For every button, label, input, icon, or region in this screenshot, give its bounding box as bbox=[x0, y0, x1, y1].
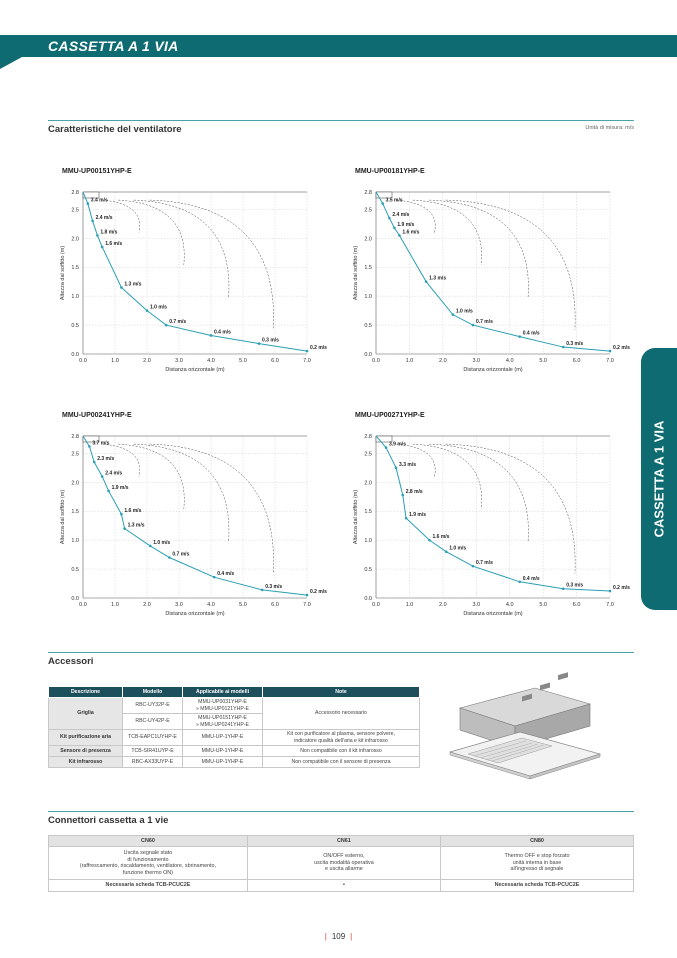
y-tick-label: 0.5 bbox=[71, 567, 79, 574]
y-tick-label: 0.5 bbox=[364, 323, 372, 330]
cn60-line: Uscita segnale stato bbox=[123, 850, 173, 856]
chart-title-1: MMU-UP00151YHP-E bbox=[62, 168, 132, 175]
row-applicable bbox=[183, 698, 263, 714]
data-label: 0.3 m/s bbox=[265, 583, 283, 590]
x-tick-label: 4.0 bbox=[505, 358, 514, 364]
data-label: 0.4 m/s bbox=[214, 329, 231, 336]
row-description: Sensore di presenza bbox=[49, 746, 123, 757]
data-point bbox=[101, 475, 104, 478]
x-tick-label: 4.0 bbox=[505, 602, 514, 608]
x-tick-label: 1.0 bbox=[111, 602, 119, 608]
x-axis-label: Distanza orizzontale (m) bbox=[463, 611, 523, 617]
row-description: Kit purificazione aria bbox=[49, 730, 123, 746]
data-label: 1.0 m/s bbox=[449, 545, 467, 552]
data-point bbox=[518, 581, 521, 584]
cn61-requirement: • bbox=[247, 880, 440, 892]
page-number bbox=[0, 932, 677, 941]
y-tick-label: 2.0 bbox=[364, 480, 372, 487]
data-label: 0.7 m/s bbox=[169, 319, 187, 326]
data-label: 2.8 m/s bbox=[405, 489, 423, 496]
data-point bbox=[101, 246, 104, 249]
cn60-requirement: Necessaria scheda TCB-PCUC2E bbox=[49, 880, 248, 892]
cn80-description bbox=[440, 847, 633, 880]
data-point bbox=[518, 335, 521, 338]
y-tick-label: 2.0 bbox=[71, 480, 79, 487]
connectors-table bbox=[48, 835, 634, 892]
data-label: 1.6 m/s bbox=[105, 240, 123, 247]
y-tick-label: 2.5 bbox=[364, 451, 372, 458]
y-tick-label: 2.8 bbox=[71, 190, 79, 196]
x-tick-label: 4.0 bbox=[207, 358, 215, 364]
data-label: 1.9 m/s bbox=[409, 512, 427, 519]
row-model: RBC-AX33UYP-E bbox=[123, 757, 183, 768]
data-point bbox=[306, 594, 309, 597]
data-label: 2.4 m/s bbox=[105, 470, 123, 477]
x-tick-label: 6.0 bbox=[572, 358, 581, 364]
data-point bbox=[385, 446, 388, 449]
cn80-line: Thermo OFF e stop forzato bbox=[504, 853, 570, 860]
x-tick-label: 1.0 bbox=[405, 358, 414, 364]
cassette-unit-image bbox=[440, 680, 610, 790]
data-label: 0.4 m/s bbox=[217, 571, 235, 578]
data-point bbox=[165, 324, 168, 327]
data-point bbox=[213, 576, 216, 579]
data-point bbox=[388, 217, 391, 220]
table-row bbox=[49, 730, 420, 746]
x-tick-label: 0.0 bbox=[372, 358, 380, 364]
row-note: Non compatibile con il sensore di presenza bbox=[263, 757, 420, 768]
chart-3 bbox=[55, 426, 325, 624]
data-label: 0.4 m/s bbox=[522, 575, 540, 582]
x-tick-label: 2.0 bbox=[439, 358, 447, 364]
note-line: indicatore qualità dell'aria e kit infrarosso bbox=[294, 737, 388, 744]
isovelocity-curve bbox=[134, 444, 229, 541]
data-point bbox=[395, 467, 398, 470]
chart-1 bbox=[55, 182, 325, 380]
y-tick-label: 2.0 bbox=[71, 236, 79, 243]
data-label: 2.3 m/s bbox=[97, 456, 115, 463]
y-tick-label: 1.0 bbox=[71, 538, 79, 545]
x-tick-label: 2.0 bbox=[439, 602, 447, 608]
page-number-value: 109 bbox=[331, 932, 346, 941]
data-point bbox=[168, 556, 171, 559]
applicable-line: » MMU-UP0121YHP-E bbox=[195, 705, 250, 712]
y-tick-label: 2.0 bbox=[364, 236, 372, 243]
x-tick-label: 0.0 bbox=[372, 602, 380, 608]
y-tick-label: 0.0 bbox=[71, 596, 79, 602]
data-label: 0.2 m/s bbox=[310, 589, 327, 596]
cn60-line: (raffrescamento, riscaldamento, ventilatore, sbrinamento, bbox=[79, 863, 217, 870]
y-tick-label: 2.5 bbox=[71, 207, 79, 214]
y-axis-label: Altezza dal soffitto (m) bbox=[60, 245, 66, 301]
accessories-title: Accessori bbox=[48, 656, 94, 667]
applicable-line: MMU-UP0031YHP-E bbox=[198, 699, 247, 705]
x-tick-label: 0.0 bbox=[79, 602, 87, 608]
x-tick-label: 7.0 bbox=[303, 602, 311, 608]
y-axis-label: Altezza dal soffitto (m) bbox=[60, 489, 66, 545]
cn60-description bbox=[49, 847, 248, 880]
column-header: CN61 bbox=[247, 836, 440, 847]
cn61-line: uscita modalità operativa bbox=[314, 859, 374, 866]
page-number-divider: | bbox=[350, 932, 353, 941]
data-label: 3.7 m/s bbox=[92, 440, 110, 447]
fan-section-header bbox=[48, 120, 634, 135]
x-tick-label: 6.0 bbox=[271, 358, 279, 364]
row-model: RBC-UY32P-E bbox=[123, 698, 183, 714]
data-label: 1.9 m/s bbox=[111, 484, 129, 491]
x-axis-label: Distanza orizzontale (m) bbox=[165, 611, 225, 617]
x-tick-label: 1.0 bbox=[405, 602, 414, 608]
page-title: CASSETTA A 1 VIA bbox=[48, 38, 179, 54]
y-tick-label: 1.5 bbox=[364, 265, 372, 272]
x-tick-label: 5.0 bbox=[239, 358, 247, 364]
isovelocity-curve bbox=[396, 444, 435, 476]
x-tick-label: 6.0 bbox=[572, 602, 581, 608]
data-label: 0.7 m/s bbox=[172, 551, 190, 558]
row-model: TCB-SIR41UYP-E bbox=[123, 746, 183, 757]
y-tick-label: 0.5 bbox=[71, 323, 79, 330]
y-tick-label: 0.0 bbox=[71, 352, 79, 358]
data-label: 3.4 m/s bbox=[90, 197, 108, 204]
side-tab-label: CASSETTA A 1 VIA bbox=[651, 420, 667, 538]
row-note: Accessorio necessario bbox=[263, 698, 420, 730]
chart-title-3: MMU-UP00241YHP-E bbox=[62, 412, 132, 419]
data-point bbox=[88, 445, 91, 448]
chart-2 bbox=[348, 182, 628, 380]
isovelocity-curve bbox=[413, 444, 482, 509]
y-axis-label: Altezza dal soffitto (m) bbox=[353, 245, 359, 301]
x-tick-label: 7.0 bbox=[606, 602, 614, 608]
chart-title-2: MMU-UP00181YHP-E bbox=[355, 168, 425, 175]
data-point bbox=[452, 313, 455, 316]
header-bar-tail bbox=[0, 57, 22, 69]
x-tick-label: 3.0 bbox=[472, 358, 481, 364]
column-header: Applicabile ai modelli bbox=[183, 687, 263, 698]
data-point bbox=[472, 324, 475, 327]
table-header-row bbox=[49, 836, 634, 847]
x-tick-label: 7.0 bbox=[606, 358, 614, 364]
table-header-row bbox=[49, 687, 420, 698]
y-tick-label: 0.0 bbox=[364, 352, 372, 358]
y-axis-label: Altezza dal soffitto (m) bbox=[353, 489, 359, 545]
table-row bbox=[49, 880, 634, 892]
data-label: 1.3 m/s bbox=[124, 281, 142, 288]
accessories-section-header bbox=[48, 652, 634, 667]
y-tick-label: 1.5 bbox=[71, 265, 79, 272]
column-header: Note bbox=[263, 687, 420, 698]
data-label: 1.0 m/s bbox=[455, 308, 473, 315]
data-label: 1.6 m/s bbox=[402, 229, 420, 236]
data-point bbox=[609, 590, 612, 593]
data-label: 0.2 m/s bbox=[613, 345, 630, 352]
x-tick-label: 3.0 bbox=[175, 358, 183, 364]
x-tick-label: 5.0 bbox=[539, 358, 547, 364]
data-point bbox=[472, 565, 475, 568]
y-tick-label: 1.0 bbox=[364, 538, 372, 545]
data-label: 0.3 m/s bbox=[566, 582, 584, 589]
x-tick-label: 3.0 bbox=[175, 602, 183, 608]
table-row bbox=[49, 847, 634, 880]
data-label: 0.3 m/s bbox=[566, 341, 584, 348]
y-tick-label: 0.5 bbox=[364, 567, 372, 574]
row-applicable bbox=[183, 714, 263, 730]
y-tick-label: 0.0 bbox=[364, 596, 372, 602]
applicable-line: MMU-UP0151YHP-E bbox=[198, 715, 247, 721]
column-header: Modello bbox=[123, 687, 183, 698]
column-header: CN80 bbox=[440, 836, 633, 847]
y-tick-label: 2.8 bbox=[364, 190, 372, 196]
row-note bbox=[263, 730, 420, 746]
isovelocity-curve bbox=[413, 200, 482, 265]
chart-title-4: MMU-UP00271YHP-E bbox=[355, 412, 425, 419]
data-point bbox=[120, 513, 123, 516]
table-row bbox=[49, 746, 420, 757]
accessories-table bbox=[48, 686, 420, 768]
y-tick-label: 1.5 bbox=[71, 509, 79, 516]
row-model: RBC-UY42P-E bbox=[123, 714, 183, 730]
data-label: 1.6 m/s bbox=[124, 508, 142, 515]
data-point bbox=[562, 346, 565, 349]
y-tick-label: 2.5 bbox=[71, 451, 79, 458]
data-point bbox=[146, 309, 149, 312]
x-tick-label: 5.0 bbox=[539, 602, 547, 608]
chart-4 bbox=[348, 426, 628, 624]
x-tick-label: 0.0 bbox=[79, 358, 87, 364]
data-label: 2.4 m/s bbox=[392, 212, 410, 219]
column-header: CN60 bbox=[49, 836, 248, 847]
y-tick-label: 1.0 bbox=[364, 294, 372, 301]
x-tick-label: 6.0 bbox=[271, 602, 279, 608]
data-label: 0.3 m/s bbox=[262, 337, 279, 344]
cn80-requirement: Necessaria scheda TCB-PCUC2E bbox=[440, 880, 633, 892]
x-tick-label: 7.0 bbox=[303, 358, 311, 364]
data-point bbox=[123, 527, 126, 530]
data-point bbox=[210, 334, 213, 337]
data-point bbox=[428, 539, 431, 542]
isovelocity-curve bbox=[429, 444, 528, 541]
data-label: 2.4 m/s bbox=[95, 214, 113, 221]
data-label: 0.2 m/s bbox=[613, 585, 630, 592]
data-point bbox=[405, 517, 408, 520]
data-label: 1.3 m/s bbox=[429, 275, 447, 282]
row-description: Kit infrarosso bbox=[49, 757, 123, 768]
data-point bbox=[306, 350, 309, 353]
data-point bbox=[425, 280, 428, 283]
data-point bbox=[96, 234, 99, 237]
data-label: 1.6 m/s bbox=[432, 534, 450, 541]
cn60-line: di funzionamento bbox=[127, 856, 169, 863]
y-tick-label: 2.8 bbox=[71, 434, 79, 440]
data-point bbox=[149, 545, 152, 548]
data-point bbox=[445, 550, 448, 553]
cn80-line: all'ingresso di segnale bbox=[510, 866, 564, 873]
row-applicable: MMU-UP-1YHP-E bbox=[183, 730, 263, 746]
unit-note: Unità di misura: m/s bbox=[585, 125, 634, 131]
x-axis-label: Distanza orizzontale (m) bbox=[165, 367, 225, 373]
row-description: Griglia bbox=[49, 698, 123, 730]
row-model: TCB-EAPC1UYHP-E bbox=[123, 730, 183, 746]
side-tab bbox=[641, 348, 677, 610]
y-tick-label: 1.0 bbox=[71, 294, 79, 301]
x-tick-label: 5.0 bbox=[239, 602, 247, 608]
connectors-title: Connettori cassetta a 1 vie bbox=[48, 815, 169, 826]
isovelocity-curve bbox=[150, 200, 274, 330]
isovelocity-curve bbox=[118, 200, 184, 265]
data-point bbox=[107, 490, 110, 493]
data-label: 0.4 m/s bbox=[522, 330, 540, 337]
data-label: 0.7 m/s bbox=[475, 319, 493, 326]
cn61-description bbox=[247, 847, 440, 880]
data-point bbox=[120, 286, 123, 289]
data-point bbox=[258, 342, 261, 345]
data-label: 0.7 m/s bbox=[475, 560, 493, 567]
data-point bbox=[93, 461, 96, 464]
data-label: 1.9 m/s bbox=[397, 221, 415, 228]
data-label: 3.9 m/s bbox=[389, 441, 406, 448]
data-label: 1.0 m/s bbox=[150, 304, 167, 311]
y-tick-label: 2.5 bbox=[364, 207, 372, 214]
note-line: Kit con purificatore al plasma, sensore polvere, bbox=[287, 731, 395, 737]
applicable-line: » MMU-UP0241YHP-E bbox=[195, 721, 250, 728]
row-applicable: MMU-UP-1YHP-E bbox=[183, 757, 263, 768]
table-row bbox=[49, 757, 420, 768]
x-tick-label: 2.0 bbox=[143, 358, 151, 364]
row-applicable: MMU-UP-1YHP-E bbox=[183, 746, 263, 757]
data-point bbox=[261, 589, 264, 592]
data-point bbox=[87, 202, 90, 205]
row-note: Non compatibile con il kit infrarosso bbox=[263, 746, 420, 757]
cn61-line: e uscita allarme bbox=[325, 866, 363, 873]
data-point bbox=[91, 220, 94, 223]
isovelocity-curve bbox=[446, 444, 576, 574]
data-label: 3.5 m/s bbox=[385, 197, 403, 204]
connectors-section-header bbox=[48, 811, 634, 826]
column-header: Descrizione bbox=[49, 687, 123, 698]
x-axis-label: Distanza orizzontale (m) bbox=[463, 367, 523, 373]
data-point bbox=[609, 350, 612, 353]
isovelocity-curve bbox=[429, 200, 528, 297]
table-row bbox=[49, 698, 420, 714]
data-point bbox=[398, 234, 401, 237]
isovelocity-curve bbox=[118, 444, 184, 509]
fan-section-title: Caratteristiche del ventilatore bbox=[48, 124, 182, 135]
x-tick-label: 1.0 bbox=[111, 358, 119, 364]
data-label: 1.3 m/s bbox=[127, 522, 145, 529]
page-number-divider: | bbox=[324, 932, 327, 941]
data-label: 0.2 m/s bbox=[310, 345, 327, 352]
x-tick-label: 4.0 bbox=[207, 602, 215, 608]
data-point bbox=[381, 202, 384, 205]
data-label: 1.0 m/s bbox=[153, 539, 171, 546]
data-label: 3.3 m/s bbox=[399, 461, 417, 468]
data-label: 1.8 m/s bbox=[100, 229, 118, 236]
data-point bbox=[393, 227, 396, 230]
cn80-line: unità interna in base bbox=[512, 859, 562, 866]
x-tick-label: 2.0 bbox=[143, 602, 151, 608]
cn61-line: ON/OFF esterno, bbox=[323, 853, 365, 860]
isovelocity-curve bbox=[134, 200, 229, 297]
cn60-line: funzione thermo ON) bbox=[122, 869, 173, 876]
isovelocity-curve bbox=[150, 444, 274, 574]
data-point bbox=[401, 494, 404, 497]
y-tick-label: 1.5 bbox=[364, 509, 372, 516]
x-tick-label: 3.0 bbox=[472, 602, 481, 608]
y-tick-label: 2.8 bbox=[364, 434, 372, 440]
data-point bbox=[562, 587, 565, 590]
